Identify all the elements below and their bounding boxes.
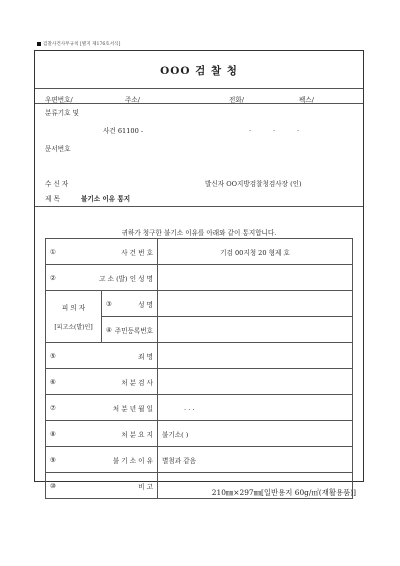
recipient-label: 수 신 자 [45, 180, 69, 188]
classification-label: 분류기호 및 [45, 109, 79, 117]
intro-text: 귀하가 청구한 불기소 이유를 아래와 같이 통지합니다. [121, 229, 277, 237]
sender-line: 발신자 OO지방검찰청검사장 (인) [205, 180, 302, 188]
table-row [46, 265, 353, 291]
document-frame [34, 50, 364, 491]
header-divider [35, 103, 363, 104]
table-row [46, 395, 353, 421]
table-row [46, 369, 353, 395]
subject-text: 불기소 이유 통지 [81, 195, 131, 203]
table-row [46, 421, 353, 447]
row-label: ④ 주민등록번호 [102, 317, 158, 343]
document-title: OOO 검 찰 청 [160, 65, 238, 77]
disposition-summary-cell[interactable]: 불기소( ) [158, 421, 353, 447]
date-separator-3: . [297, 125, 300, 133]
resident-number-cell[interactable] [158, 317, 353, 343]
date-separator-1: . [249, 125, 252, 133]
complainant-name-cell[interactable] [158, 265, 353, 291]
prosecutor-cell[interactable] [158, 369, 353, 395]
table-row [46, 239, 353, 265]
suspect-name-cell[interactable] [158, 291, 353, 317]
case-number: 사건 61100 - [103, 127, 144, 135]
row-label: ⑦ 처 분 년 월 일 [46, 395, 158, 421]
subject-divider [35, 206, 363, 207]
phone-label: 전화/ [229, 96, 244, 104]
row-label: ⑤ 죄 명 [46, 343, 158, 369]
row-label: ⑨ 불 기 소 이 유 [46, 447, 158, 473]
title-box [35, 51, 363, 89]
date-separator-2: . [273, 125, 276, 133]
row-label: ⑥ 처 분 검 사 [46, 369, 158, 395]
document-number-label: 문서번호 [45, 145, 71, 153]
subject-label: 제 목 [45, 195, 60, 203]
row-label: ② 고 소 (발) 인 성 명 [46, 265, 158, 291]
notice-table [45, 238, 353, 499]
case-number-cell[interactable]: 기검 00지청 20 형제 호 [158, 239, 353, 265]
fax-label: 팩스/ [299, 96, 314, 104]
form-reference-note: 검찰사건사무규칙 [별지 제176호서식] [37, 41, 120, 47]
table-row [46, 343, 353, 369]
row-label: ③ 성 명 [102, 291, 158, 317]
suspect-label-cell: 피 의 자 [피고소(발)인] [46, 291, 102, 343]
row-label: ① 사 건 번 호 [46, 239, 158, 265]
disposition-date-cell[interactable]: . . . [158, 395, 353, 421]
charge-cell[interactable] [158, 343, 353, 369]
reason-cell[interactable]: 별첨과 같음 [158, 447, 353, 473]
address-label: 주소/ [125, 96, 140, 104]
postal-code-label: 우편번호/ [45, 96, 73, 104]
square-bullet-icon [37, 42, 41, 46]
paper-spec-footer: 210㎜×297㎜[일반용지 60g/㎡(재활용품)] [211, 488, 356, 497]
row-label: ⑧ 처 분 요 지 [46, 421, 158, 447]
table-row [46, 447, 353, 473]
row-label: ⑩ 비 고 [46, 473, 158, 499]
table-row [46, 291, 353, 317]
